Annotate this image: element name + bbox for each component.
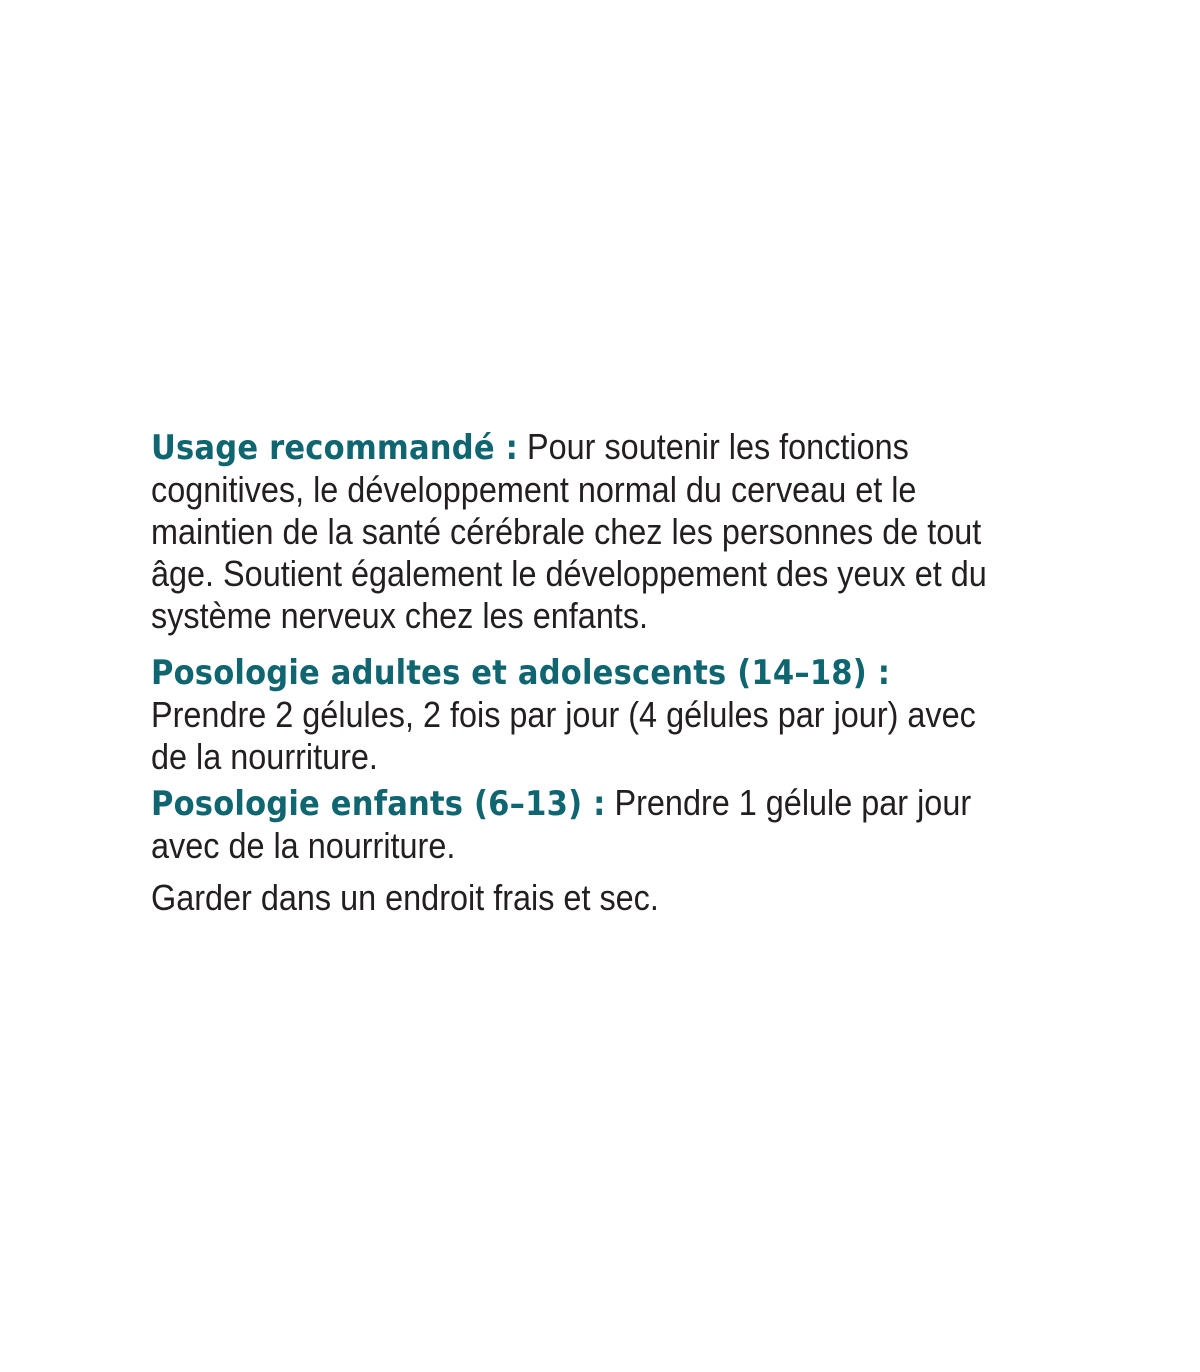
child-dosage-heading: Posologie enfants (6–13) : [151,784,606,824]
usage-heading: Usage recommandé : [151,428,519,468]
adult-dosage-paragraph [151,651,997,778]
product-label-text [151,426,997,919]
adult-dosage-heading: Posologie adultes et adolescents (14–18) : [151,653,891,693]
storage-text: Garder dans un endroit frais et sec. [151,877,659,918]
child-dosage-body: Prendre 1 gélule par jour avec de la nourriture. [151,782,972,866]
usage-paragraph [151,426,997,637]
usage-body: Pour soutenir les fonctions cognitives, le développement normal du cerveau et le maintien de la santé cérébrale chez les personnes de tout âge. Soutient également le développement des yeux et du système nerveux chez les enfants. [151,426,987,636]
child-dosage-paragraph [151,782,997,867]
storage-paragraph [151,877,997,919]
adult-dosage-body: Prendre 2 gélules, 2 fois par jour (4 gélules par jour) avec de la nourriture. [151,694,976,777]
